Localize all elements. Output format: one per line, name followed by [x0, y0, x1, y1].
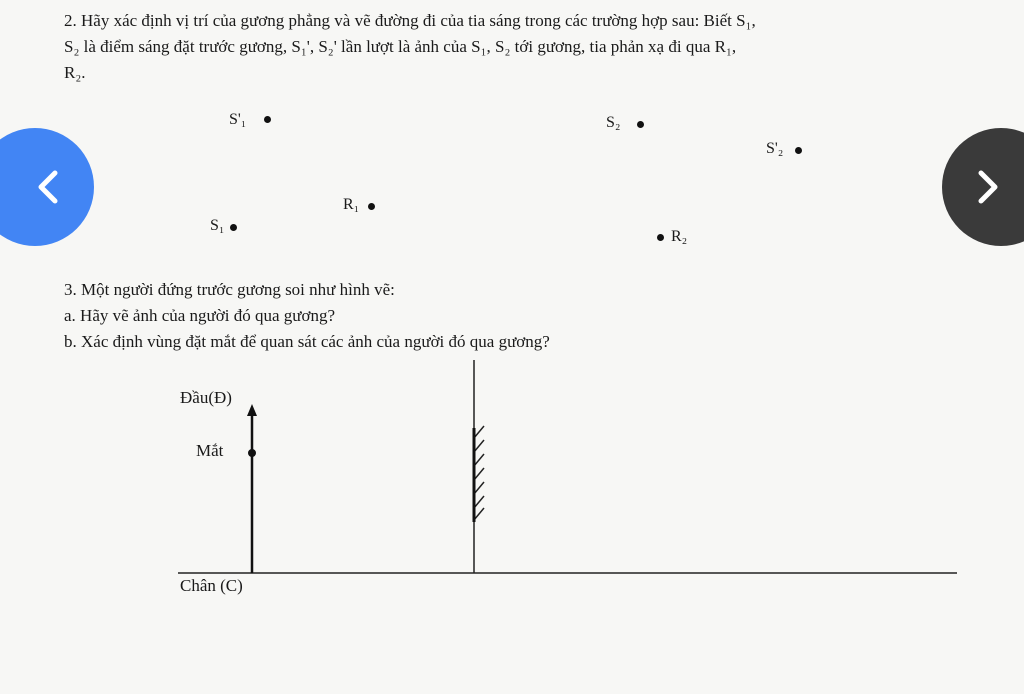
question-2-line-1: 2. Hãy xác định vị trí của gương phẳng và vẽ đường đi của tia sáng trong các trường hợp sau: Biết S₁, — [64, 11, 756, 30]
question-3-line-b: b. Xác định vùng đặt mắt để quan sát các ảnh của người đó qua gương? — [64, 332, 550, 351]
eye-label: Mắt — [196, 441, 224, 460]
point-label-s1-image: S'₁ — [229, 111, 247, 128]
point-label-r1: R₁ — [343, 196, 360, 213]
eye-dot — [248, 449, 256, 457]
point-label-s2-image: S'₂ — [766, 140, 784, 157]
chevron-left-icon — [33, 167, 63, 207]
foot-label: Chân (C) — [180, 576, 243, 595]
point-label-s2: S₂ — [606, 114, 621, 131]
point-label-s1: S₁ — [210, 217, 225, 234]
question-3-line-1: 3. Một người đứng trước gương soi như hình vẽ: — [64, 280, 395, 299]
question-3-line-a: a. Hãy vẽ ảnh của người đó qua gương? — [64, 306, 336, 325]
chevron-right-icon — [973, 167, 1003, 207]
question-2-line-3: R₂. — [64, 63, 86, 82]
point-label-r2: R₂ — [671, 228, 688, 245]
question-2-line-2: S₂ là điểm sáng đặt trước gương, S₁', S₂' lần lượt là ảnh của S₁, S₂ tới gương, tia phản xạ đi qua R₁, — [64, 37, 737, 56]
head-arrow — [247, 404, 257, 416]
head-label: Đầu(Đ) — [180, 388, 232, 407]
